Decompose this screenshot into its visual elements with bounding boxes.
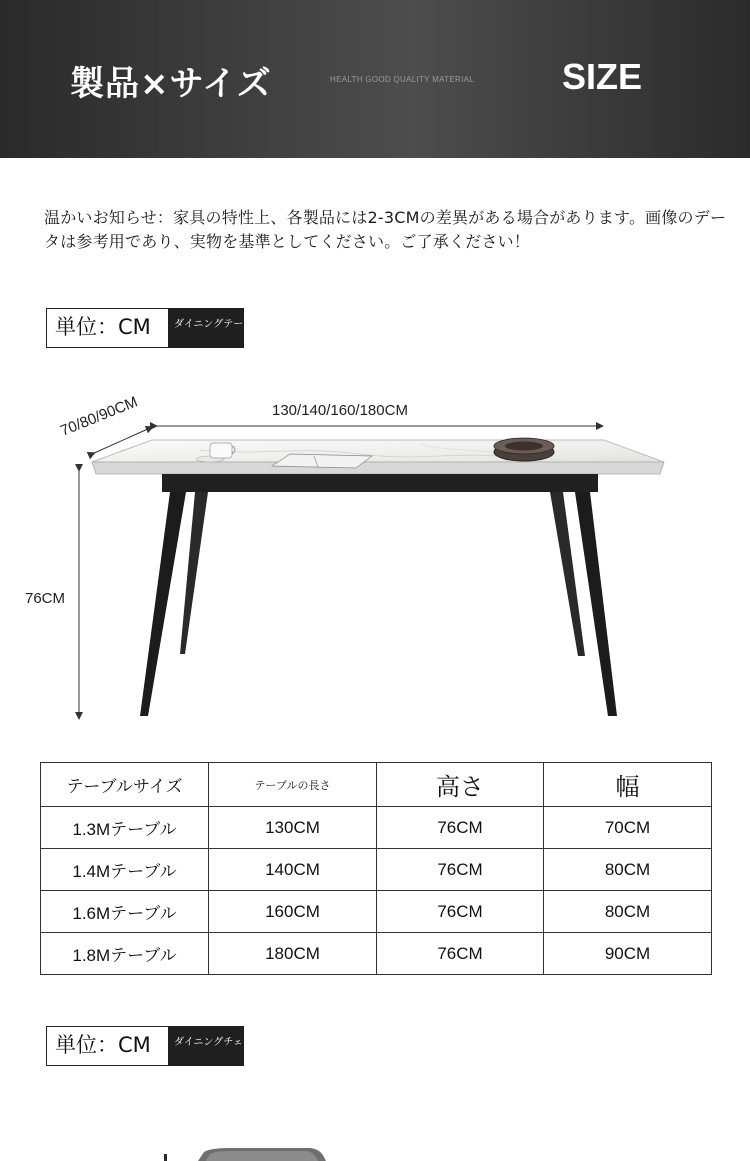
- cell-height: 76CM: [377, 891, 544, 933]
- cell-height: 76CM: [377, 807, 544, 849]
- unit-tag-caption: ダイニングテーブル: [168, 308, 244, 348]
- cell-width: 70CM: [544, 807, 712, 849]
- cell-size: 1.6Mテーブル: [41, 891, 209, 933]
- cup-illustration: [210, 443, 232, 458]
- tabletop: [92, 440, 664, 462]
- chair-illustration: [160, 1148, 330, 1161]
- notice-text: 温かいお知らせ：家具の特性上、各製品には2-3CMの差異がある場合があります。画像のデータは参考用であり、実物を基準としてください。ご了承ください！: [44, 208, 727, 251]
- table-leg-front-left: [140, 492, 186, 716]
- cell-width: 80CM: [544, 849, 712, 891]
- header-title: 製品×サイズ: [70, 64, 272, 104]
- table-leg-front-right: [575, 492, 617, 716]
- cell-length: 140CM: [209, 849, 377, 891]
- table-row: [41, 891, 712, 933]
- header-width: 幅: [544, 763, 712, 807]
- table-row: [41, 807, 712, 849]
- depth-label: 70/80/90CM: [58, 393, 141, 440]
- unit-label: 単位：CM: [46, 1026, 168, 1066]
- table-illustration: [0, 380, 750, 730]
- size-spec-table: [40, 762, 712, 975]
- cell-length: 130CM: [209, 807, 377, 849]
- tabletop-edge: [92, 462, 664, 474]
- unit-label: 単位：CM: [46, 308, 168, 348]
- unit-tag-caption: ダイニングチェア: [168, 1026, 244, 1066]
- table-diagram: [0, 380, 750, 730]
- height-label: 76CM: [25, 590, 66, 607]
- cell-width: 90CM: [544, 933, 712, 975]
- header-table-size: テーブルサイズ: [41, 763, 209, 807]
- cell-length: 160CM: [209, 891, 377, 933]
- header-height: 高さ: [377, 763, 544, 807]
- header-table-length: テーブルの長さ: [209, 763, 377, 807]
- header-size-label: SIZE: [562, 56, 643, 97]
- table-leg-back-left: [180, 492, 208, 654]
- cell-height: 76CM: [377, 933, 544, 975]
- cell-size: 1.8Mテーブル: [41, 933, 209, 975]
- cell-length: 180CM: [209, 933, 377, 975]
- length-label: 130/140/160/180CM: [272, 402, 408, 419]
- cell-width: 80CM: [544, 891, 712, 933]
- table-row: [41, 933, 712, 975]
- header-subtitle: HEALTH GOOD QUALITY MATERIAL: [330, 75, 474, 84]
- table-apron: [162, 474, 598, 492]
- cell-size: 1.3Mテーブル: [41, 807, 209, 849]
- cell-size: 1.4Mテーブル: [41, 849, 209, 891]
- book-illustration: [272, 454, 372, 468]
- table-header-row: [41, 763, 712, 807]
- header-banner: [0, 0, 750, 158]
- cell-height: 76CM: [377, 849, 544, 891]
- table-row: [41, 849, 712, 891]
